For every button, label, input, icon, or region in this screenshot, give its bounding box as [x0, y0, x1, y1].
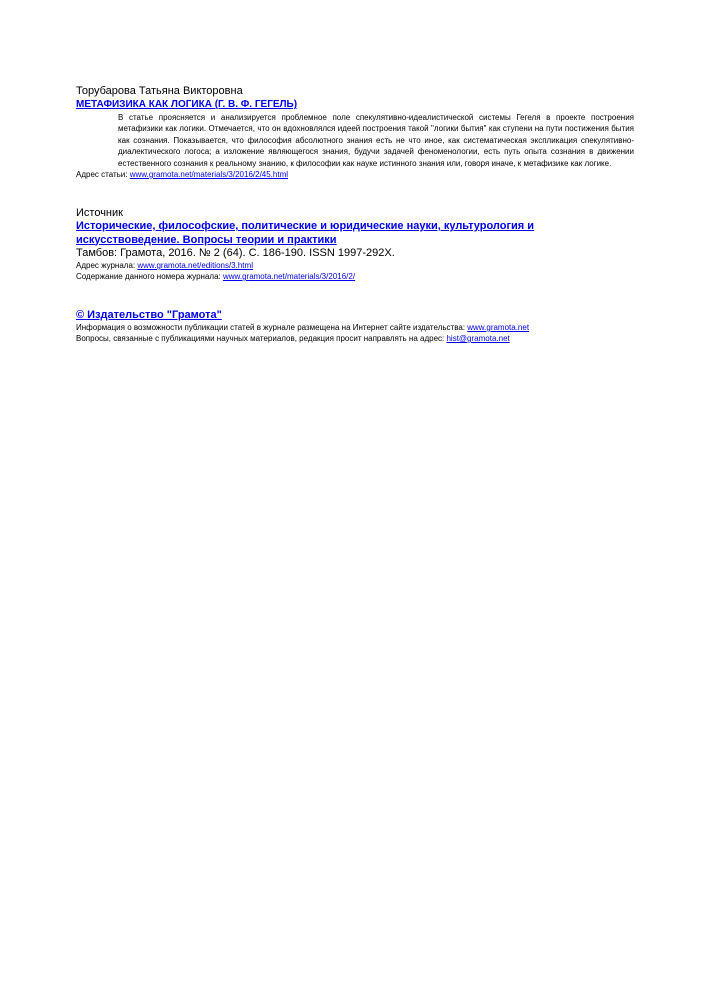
issue-contents-label: Содержание данного номера журнала:: [76, 272, 223, 282]
publisher-site-link[interactable]: www.gramota.net: [467, 323, 530, 333]
article-address-link[interactable]: www.gramota.net/materials/3/2016/2/45.html: [129, 170, 289, 180]
journal-title-link[interactable]: Исторические, философские, политические и юридические науки, культурология и искусствоведение. Вопросы теории и практики: [76, 220, 535, 246]
issue-contents-line: [76, 271, 634, 282]
publisher-footer: [76, 309, 634, 344]
editorial-email-link[interactable]: hist@gramota.net: [446, 334, 510, 344]
author-name: Торубарова Татьяна Викторовна: [76, 85, 243, 97]
source-section: [76, 207, 634, 282]
journal-address-link[interactable]: www.gramota.net/editions/3.html: [137, 261, 253, 271]
article-address-line: [76, 169, 634, 180]
publication-info-line: [76, 322, 634, 333]
questions-line: [76, 333, 634, 344]
source-details: Тамбов: Грамота, 2016. № 2 (64). C. 186-190. ISSN 1997-292X.: [76, 247, 395, 260]
journal-address-line: [76, 260, 634, 271]
source-label: Источник: [76, 207, 123, 220]
article-abstract: В статье проясняется и анализируется проблемное поле спекулятивно-идеалистической системы Гегеля в проекте построения метафизики как логики. Отмечается, что он вдохновлялся идеей построения такой "логики бытия" как ступени на пути постижения бытия как сознания. Показывается, что философия абсолютного знания есть не что иное, как систематическая экспликация спекулятивно-диалектического логоса; а изложение являющегося знания, будучи задачей феноменологии, есть путь опыта сознания в движении естественного сознания к реальному знанию, к философии как науке истинного знания или, говоря иначе, к метафизике как логике.: [118, 113, 634, 168]
questions-text: Вопросы, связанные с публикациями научных материалов, редакция просит направлять на адрес:: [76, 334, 447, 344]
publisher-copyright-link[interactable]: © Издательство "Грамота": [76, 309, 222, 322]
publication-info-text: Информация о возможности публикации статей в журнале размещена на Интернет сайте издательства:: [76, 323, 468, 333]
issue-contents-link[interactable]: www.gramota.net/materials/3/2016/2/: [222, 272, 356, 282]
article-title-link[interactable]: МЕТАФИЗИКА КАК ЛОГИКА (Г. В. Ф. ГЕГЕЛЬ): [76, 99, 298, 110]
journal-address-label: Адрес журнала:: [76, 261, 138, 271]
document-page: [76, 85, 634, 344]
article-address-label: Адрес статьи:: [76, 170, 130, 180]
